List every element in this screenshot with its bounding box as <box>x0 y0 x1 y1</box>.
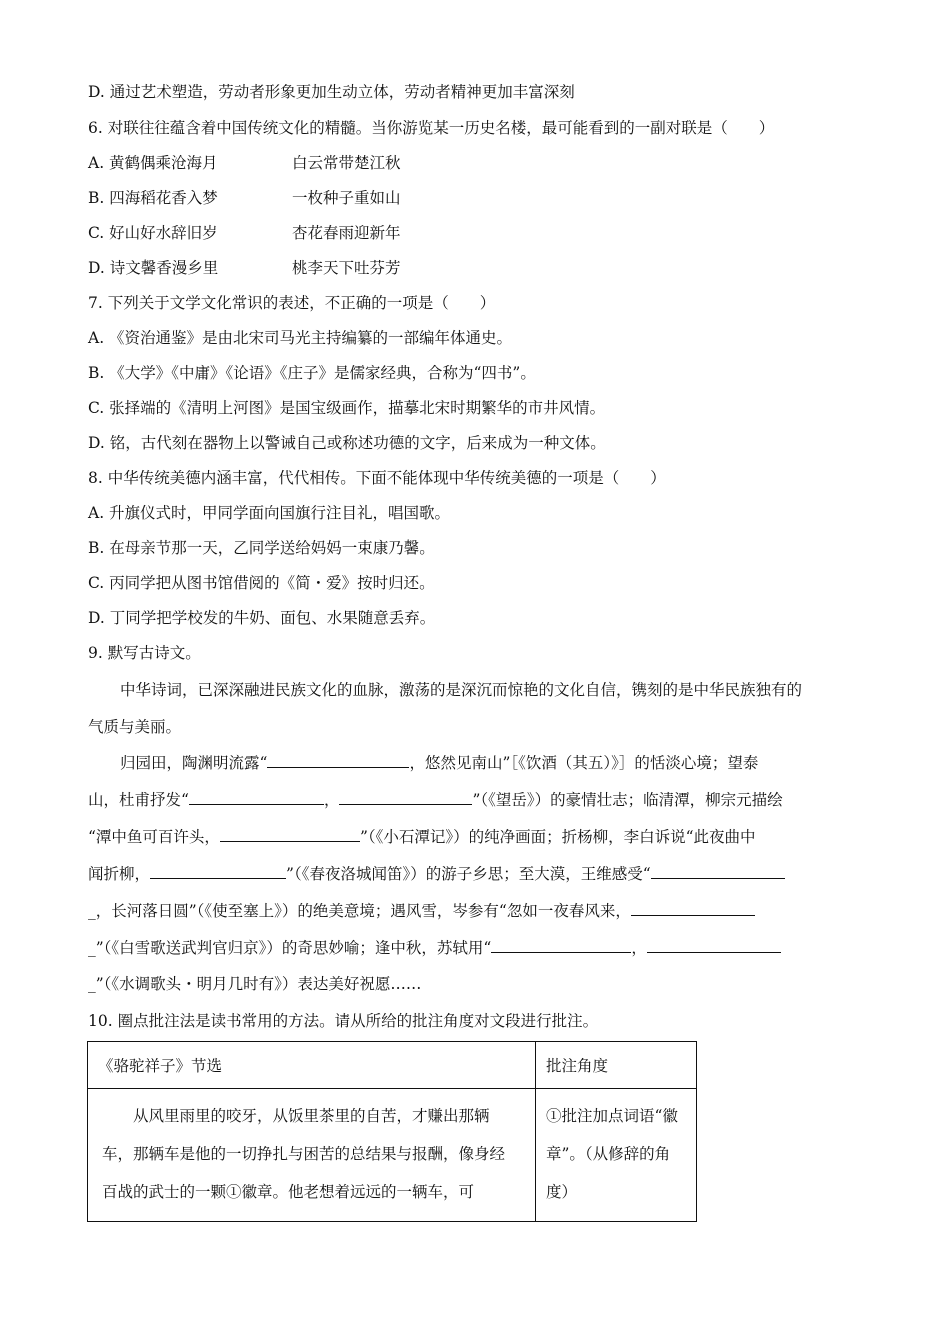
q6-option-b-first: B. 四海稻花香入梦 <box>88 189 218 207</box>
answer-blank[interactable] <box>189 789 324 805</box>
q9-fill-line5: _，长河落日圆”（《使至塞上》）的绝美意境；遇风雪，岑参有“忽如一夜春风来， <box>88 900 755 921</box>
annotation-text: ①批注加点词语“徽章”。（从修辞的角度） <box>546 1107 678 1201</box>
q7-option-d: D. 铭，古代刻在器物上以警诫自己或称述功德的文字，后来成为一种文体。 <box>88 434 606 452</box>
answer-blank[interactable] <box>647 937 781 953</box>
answer-blank[interactable] <box>491 937 631 953</box>
q10-stem: 10. 圈点批注法是读书常用的方法。请从所给的批注角度对文段进行批注。 <box>88 1012 599 1030</box>
q7-option-b: B. 《大学》《中庸》《论语》《庄子》是儒家经典，合称为“四书”。 <box>88 364 536 382</box>
q5-option-d: D. 通过艺术塑造，劳动者形象更加生动立体，劳动者精神更加丰富深刻 <box>88 83 575 101</box>
q9-intro-line2: 气质与美丽。 <box>88 718 182 736</box>
answer-blank[interactable] <box>150 863 286 879</box>
q7-option-a: A. 《资治通鉴》是由北宋司马光主持编纂的一部编年体通史。 <box>88 329 513 347</box>
q9-fill-line7: _”（《水调歌头・明月几时有》）表达美好祝愿…… <box>88 975 422 993</box>
q9-intro-line1: 中华诗词，已深深融进民族文化的血脉，激荡的是深沉而惊艳的文化自信，镌刻的是中华民族独有的 <box>120 681 803 699</box>
q8-option-c: C. 丙同学把从图书馆借阅的《简・爱》按时归还。 <box>88 574 435 592</box>
q8-option-d: D. 丁同学把学校发的牛奶、面包、水果随意丢弃。 <box>88 609 436 627</box>
q6-option-c-second: 杏花春雨迎新年 <box>292 224 401 242</box>
q6-option-c-first: C. 好山好水辞旧岁 <box>88 224 218 242</box>
answer-blank[interactable] <box>339 789 472 805</box>
q8-option-a: A. 升旗仪式时，甲同学面向国旗行注目礼，唱国歌。 <box>88 504 451 522</box>
q9-fill-line6: _”（《白雪歌送武判官归京》）的奇思妙喻；逢中秋，苏轼用“ ， <box>88 937 781 958</box>
q6-option-d-first: D. 诗文馨香漫乡里 <box>88 259 219 277</box>
q9-fill-line1: 归园田，陶渊明流露“ ，悠然见南山”［《饮酒（其五）》］的恬淡心境；望泰 <box>120 754 759 772</box>
q6-option-a-second: 白云常带楚江秋 <box>292 154 401 172</box>
q9-fill-line3: “潭中鱼可百许头， ”（《小石潭记》）的纯净画面；折杨柳，李白诉说“此夜曲中 <box>88 828 756 846</box>
answer-blank[interactable] <box>631 900 755 916</box>
answer-blank[interactable] <box>267 752 409 768</box>
q7-option-c: C. 张择端的《清明上河图》是国宝级画作，描摹北宋时期繁华的市井风情。 <box>88 399 606 417</box>
annotation-table <box>87 1041 697 1222</box>
passage-cell <box>88 1089 536 1222</box>
q9-fill-line2: 山，杜甫抒发“ ， ”（《望岳》）的豪情壮志；临清潭，柳宗元描绘 <box>88 791 783 809</box>
table-header-annotation: 批注角度 <box>536 1042 697 1089</box>
q8-option-b: B. 在母亲节那一天，乙同学送给妈妈一束康乃馨。 <box>88 539 435 557</box>
q8-stem: 8. 中华传统美德内涵丰富，代代相传。下面不能体现中华传统美德的一项是（ ） <box>88 469 666 487</box>
answer-blank[interactable] <box>220 826 360 842</box>
passage-text: 从风里雨里的咬牙，从饭里茶里的自苦，才赚出那辆车，那辆车是他的一切挣扎与困苦的总结果与报酬，像身经百战的武士的一颗①徽章。他老想着远远的一辆车，可 <box>102 1107 506 1201</box>
q6-option-a-first: A. 黄鹤偶乘沧海月 <box>88 154 218 172</box>
q6-option-d-second: 桃李天下吐芬芳 <box>292 259 401 277</box>
table-header-passage: 《骆驼祥子》节选 <box>88 1042 536 1089</box>
annotation-cell[interactable] <box>536 1089 697 1222</box>
q9-fill-line4: 闻折柳， ”（《春夜洛城闻笛》）的游子乡思；至大漠，王维感受“ <box>88 863 785 884</box>
q6-option-b-second: 一枚种子重如山 <box>292 189 401 207</box>
q9-stem: 9. 默写古诗文。 <box>88 644 201 662</box>
q6-stem: 6. 对联往往蕴含着中国传统文化的精髓。当你游览某一历史名楼，最可能看到的一副对联是（ ） <box>88 119 775 137</box>
q7-stem: 7. 下列关于文学文化常识的表述，不正确的一项是（ ） <box>88 294 496 312</box>
answer-blank[interactable] <box>651 863 785 879</box>
